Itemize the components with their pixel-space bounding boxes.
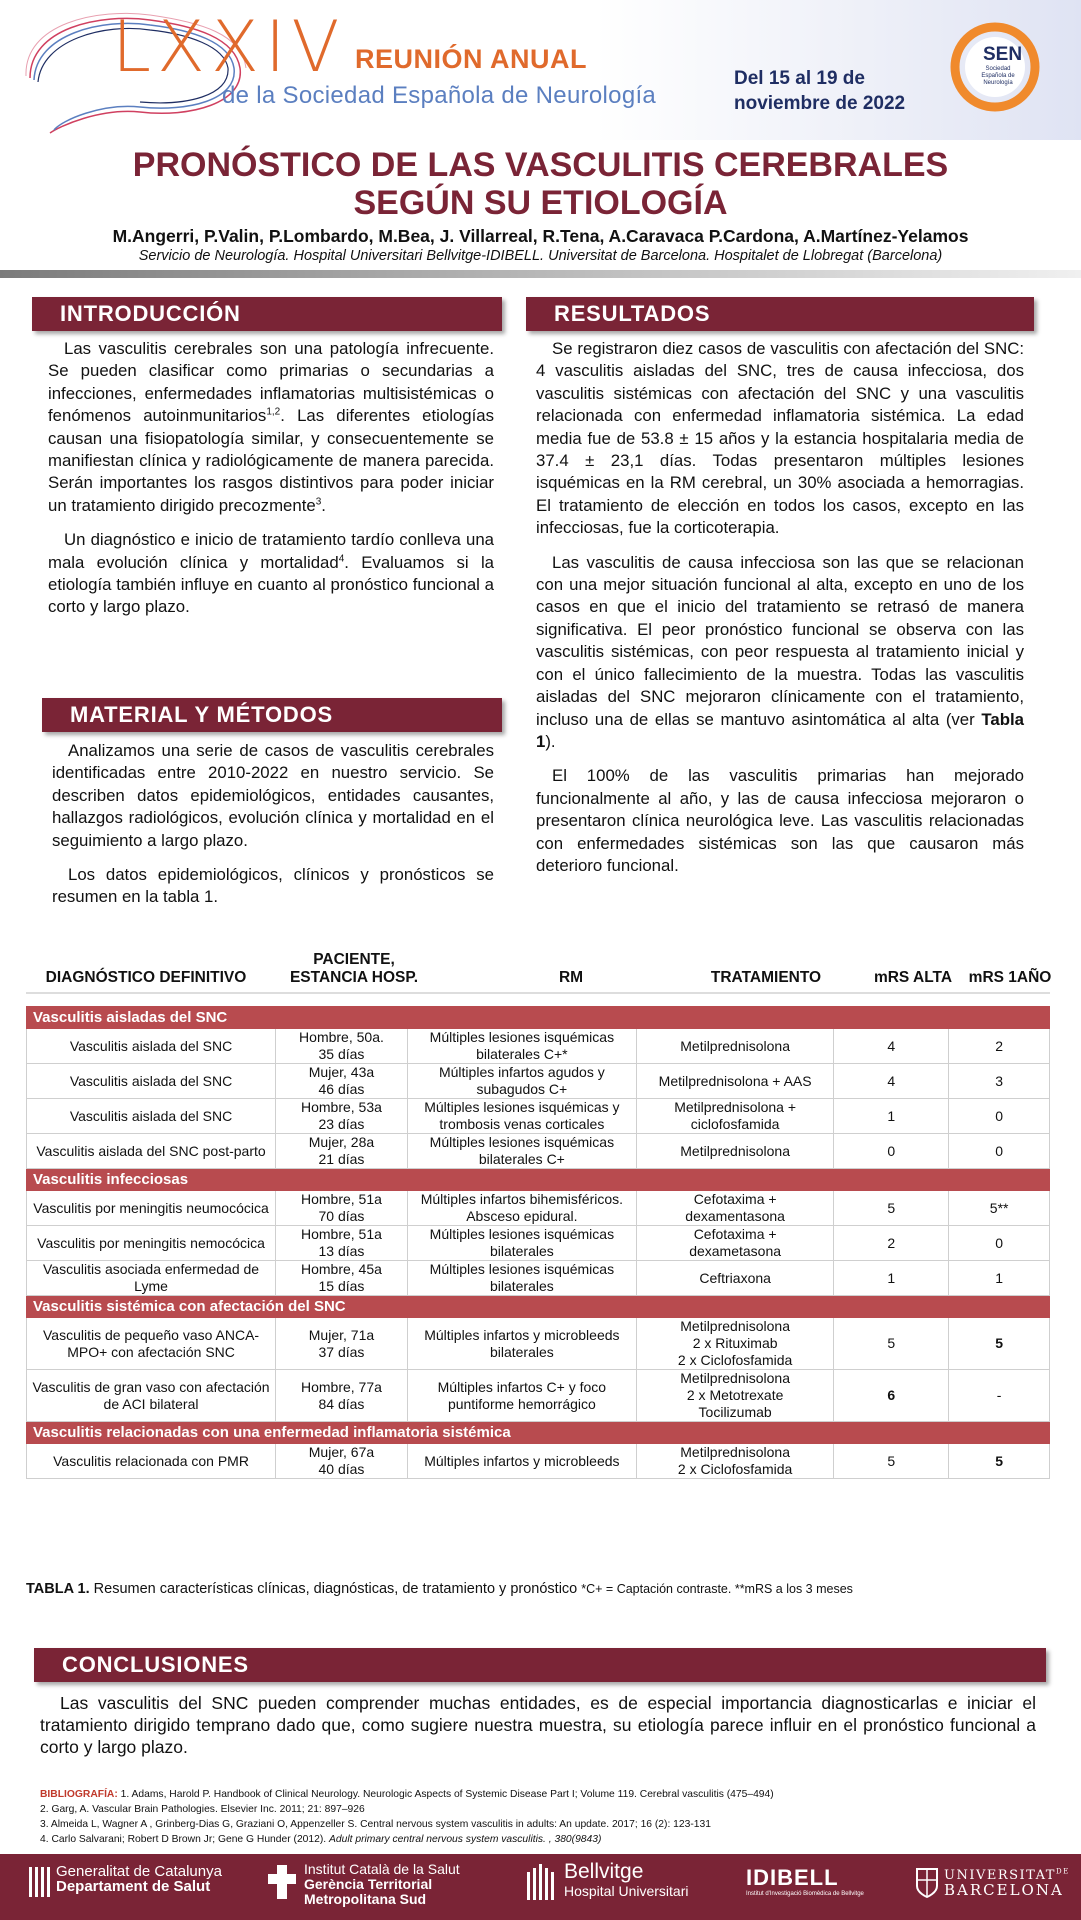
cell-paciente [276, 1099, 408, 1134]
cell-tratamiento [636, 1191, 834, 1226]
bellvitge-logo: Bellvitge Hospital Universitari [564, 1860, 689, 1899]
authors: M.Angerri, P.Valin, P.Lombardo, M.Bea, J. Villarreal, R.Tena, A.Caravaca P.Cardona, A.Martínez-Yelamos [112, 226, 969, 246]
cell-paciente [276, 1191, 408, 1226]
generalitat-logo: Generalitat de Catalunya Departament de Salut [56, 1863, 222, 1895]
treatment-line: dexametasona [689, 1243, 782, 1259]
intro-heading: INTRODUCCIÓN [32, 297, 502, 331]
group-label: Vasculitis aisladas del SNC [27, 1007, 1050, 1029]
sen-logo-subtitle: Sociedad Española de Neurología [981, 66, 1015, 86]
ics-logo: Institut Català de la Salut Gerència Territorial Metropolitana Sud [304, 1861, 460, 1907]
conclusions-heading: CONCLUSIONES [34, 1648, 1046, 1682]
treatment-line: Cefotaxima + [693, 1226, 777, 1242]
cell-paciente [276, 1134, 408, 1169]
stay-days: 84 días [318, 1395, 365, 1412]
cell-tratamiento [636, 1261, 834, 1296]
treatment-line: Metilprednisolona [680, 1444, 790, 1460]
title-line-2: SEGÚN SU ETIOLOGÍA [353, 184, 728, 222]
cell-mrs-anio: - [949, 1370, 1050, 1422]
stay-days: 37 días [318, 1343, 365, 1360]
table-row [27, 1191, 1050, 1226]
cell-mrs-anio: 1 [949, 1261, 1050, 1296]
patient-info: Hombre, 53a [300, 1099, 382, 1115]
rm-line: Múltiples lesiones isquémicas [429, 1029, 615, 1045]
cell-diagnostico: Vasculitis asociada enfermedad de Lyme [27, 1261, 276, 1296]
cell-diagnostico: Vasculitis por meningitis neumocócica [27, 1191, 276, 1226]
intro-body [48, 338, 494, 631]
rm-line: Múltiples lesiones isquémicas [429, 1226, 615, 1242]
treatment-line: Ceftriaxona [699, 1269, 771, 1286]
rm-line: Múltiples infartos C+ y foco [437, 1378, 607, 1395]
table-header-rule [26, 992, 1050, 994]
sen-logo-text: SEN [983, 44, 1023, 65]
treatment-line: Metilprednisolona [680, 1370, 790, 1386]
table-row [27, 1029, 1050, 1064]
table-row [27, 1444, 1050, 1479]
cell-mrs-anio: 0 [949, 1134, 1050, 1169]
intro-paragraph-2: Un diagnóstico e inicio de tratamiento tardío conlleva una mala evolución clínica y mortalidad$^4$. Evaluamos si la etiología también influye en cuanto al pronóstico funcional a corto y largo plazo. [48, 530, 495, 617]
patient-info: Mujer, 71a [308, 1326, 375, 1343]
stay-days: 70 días [318, 1208, 365, 1224]
treatment-line: Metilprednisolona + AAS [658, 1072, 812, 1089]
cell-rm [407, 1370, 636, 1422]
rm-line: Múltiples lesiones isquémicas y [424, 1099, 620, 1115]
cell-tratamiento [636, 1029, 834, 1064]
conclusions-body: Las vasculitis del SNC pueden comprender muchas entidades, es de especial importancia diagnosticarlas e iniciar el tratamiento dirigido temprano dado que, como sugiere nuestra muestra, su etiología parece influir en el pronóstico funcional a corto y largo plazo. [40, 1693, 1036, 1757]
stay-days: 23 días [318, 1116, 365, 1132]
patient-info: Mujer, 43a [308, 1064, 375, 1080]
results-body [536, 338, 1024, 889]
cell-mrs-alta: 0 [834, 1134, 949, 1169]
cell-rm [407, 1064, 636, 1099]
stay-days: 15 días [318, 1278, 365, 1294]
stay-days: 13 días [318, 1243, 365, 1259]
affiliation: Servicio de Neurología. Hospital Universitari Bellvitge-IDIBELL. Universitat de Barcelona. Hospitalet de Llobregat (Barcelona) [138, 248, 943, 264]
treatment-line: Metilprednisolona [680, 1318, 790, 1334]
cell-diagnostico: Vasculitis aislada del SNC post-parto [27, 1134, 276, 1169]
idibell-logo: IDIBELL Institut d'Investigació Biomèdica de Bellvitge [746, 1865, 864, 1897]
cell-tratamiento [636, 1099, 834, 1134]
cell-mrs-alta: 2 [834, 1226, 949, 1261]
cell-tratamiento [636, 1134, 834, 1169]
cell-mrs-anio: 2 [949, 1029, 1050, 1064]
stay-days: 21 días [318, 1151, 365, 1167]
cell-tratamiento [636, 1226, 834, 1261]
edition-roman-numeral: LXXIV [112, 6, 346, 88]
cell-mrs-alta: 4 [834, 1029, 949, 1064]
results-table [26, 1006, 1050, 1479]
col-diagnostico: DIAGNÓSTICO DEFINITIVO [45, 969, 247, 986]
cell-mrs-anio: 5 [949, 1318, 1050, 1370]
rm-line: trombosis venas corticales [439, 1116, 605, 1132]
treatment-line: dexamentasona [685, 1208, 785, 1224]
meeting-dates [734, 66, 905, 116]
cell-mrs-anio: 3 [949, 1064, 1050, 1099]
table-row [27, 1134, 1050, 1169]
stay-days: 46 días [318, 1081, 365, 1097]
rm-line: Absceso epidural. [466, 1208, 578, 1224]
results-paragraph-2: Las vasculitis de causa infecciosa son las que se relacionan con una mejor situación funcional al alta, excepto en uno de los casos en que el inicio del tratamiento se retrasó de manera significativa. El peor pronóstico funcional se observa con las vasculitis sistémicas, con peor respuesta al tratamiento inicial y con el único fallecimiento de la muestra. Todas las vasculitis aisladas del SNC mejoraron clínicamente con el tratamiento, incluso una de ellas se mantuvo asintomática al alta (ver Tabla 1). [536, 552, 1024, 751]
rm-line: bilaterales C+ [478, 1151, 565, 1167]
patient-info: Hombre, 45a [300, 1261, 382, 1277]
cell-mrs-alta: 1 [834, 1099, 949, 1134]
cell-paciente [276, 1064, 408, 1099]
cell-rm [407, 1318, 636, 1370]
group-label: Vasculitis relacionadas con una enfermedad inflamatoria sistémica [27, 1422, 1050, 1444]
cell-paciente [276, 1370, 408, 1422]
cell-diagnostico: Vasculitis aislada del SNC [27, 1064, 276, 1099]
patient-info: Mujer, 67a [308, 1444, 375, 1460]
table-row [27, 1370, 1050, 1422]
rm-line: Múltiples lesiones isquémicas [429, 1134, 615, 1150]
table-row [27, 1064, 1050, 1099]
col-rm: RM [558, 969, 584, 986]
poster-header [0, 0, 1081, 140]
ref-1: BIBLIOGRAFÍA: 1. Adams, Harold P. Handbook of Clinical Neurology. Neurologic Aspects of Systemic Disease Part I; Volume 119. Cerebral vasculitis (475–494) [40, 1789, 774, 1800]
treatment-line: Cefotaxima + [693, 1191, 777, 1207]
ref-4: 4. Carlo Salvarani; Robert D Brown Jr; Gene G Hunder (2012). Adult primary central nervous system vasculitis. , 380(9843) [40, 1834, 602, 1845]
ref-2: 2. Garg, A. Vascular Brain Pathologies. Elsevier Inc. 2011; 21: 897–926 [40, 1804, 365, 1815]
rm-line: bilaterales [489, 1243, 554, 1259]
cell-rm [407, 1226, 636, 1261]
treatment-line: 2 x Ciclofosfamida [677, 1352, 793, 1368]
ub-shield-icon [916, 1868, 938, 1898]
results-paragraph-3: El 100% de las vasculitis primarias han mejorado funcionalmente al año, y las de causa infecciosa mejoraron o presentaron clínica neurológica leve. Las vasculitis relacionadas con enfermedades sistémicas son las que causaron más deterioro funcional. [536, 766, 1024, 875]
col-paciente: PACIENTE, ESTANCIA HOSP. [289, 951, 419, 986]
intro-paragraph-1: Las vasculitis cerebrales son una patología infrecuente. Se pueden clasificar como primarias o secundarias a infecciones, enfermedades inflamatorias multisistémicas o fenómenos autoinmunitarios$^{1,2}$. Las diferentes etiologías causan una fisiopatología similar, y consecuentemente se manifiestan clínica y radiológicamente de manera parecida. Serán importantes los rasgos distintivos para poder iniciar un tratamiento dirigido precozmente$^3$. [48, 339, 494, 515]
cell-paciente [276, 1444, 408, 1479]
cell-mrs-anio: 5 [949, 1444, 1050, 1479]
cell-mrs-anio: 5** [949, 1191, 1050, 1226]
cell-mrs-anio: 0 [949, 1226, 1050, 1261]
cell-mrs-anio: 0 [949, 1099, 1050, 1134]
title-line-1: PRONÓSTICO DE LAS VASCULITIS CEREBRALES [132, 146, 949, 184]
bibliography [40, 1787, 774, 1847]
results-heading: RESULTADOS [526, 297, 1034, 331]
col-mrs-alta: mRS ALTA [873, 969, 953, 986]
cell-rm [407, 1191, 636, 1226]
cell-diagnostico: Vasculitis aislada del SNC [27, 1029, 276, 1064]
cell-mrs-alta: 5 [834, 1444, 949, 1479]
rm-line: bilaterales C+* [476, 1046, 568, 1062]
header-divider [0, 270, 1081, 278]
cell-paciente [276, 1029, 408, 1064]
col-mrs-anio: mRS 1AÑO [968, 969, 1052, 986]
stay-days: 40 días [318, 1461, 365, 1477]
table-group-row [27, 1296, 1050, 1318]
cell-diagnostico: Vasculitis de pequeño vaso ANCA-MPO+ con afectación SNC [27, 1318, 276, 1370]
dates-line-2: noviembre de 2022 [734, 93, 906, 114]
table-row [27, 1099, 1050, 1134]
ics-cross-icon [268, 1865, 296, 1899]
patient-info: Hombre, 51a [300, 1226, 382, 1242]
patient-info: Hombre, 51a [300, 1191, 382, 1207]
stay-days: 35 días [318, 1046, 365, 1062]
footer-logos [0, 1854, 1081, 1920]
poster-title [0, 146, 1081, 222]
cell-diagnostico: Vasculitis relacionada con PMR [27, 1444, 276, 1479]
bellvitge-icon [525, 1864, 555, 1900]
cell-mrs-alta: 5 [834, 1318, 949, 1370]
table-row [27, 1226, 1050, 1261]
table-header [26, 947, 1050, 991]
cell-mrs-alta: 6 [834, 1370, 949, 1422]
table-group-row [27, 1422, 1050, 1444]
cell-rm [407, 1444, 636, 1479]
cell-rm [407, 1261, 636, 1296]
cell-rm [407, 1099, 636, 1134]
cell-diagnostico: Vasculitis aislada del SNC [27, 1099, 276, 1134]
patient-info: Mujer, 28a [308, 1134, 375, 1150]
table-group-row [27, 1007, 1050, 1029]
cell-paciente [276, 1318, 408, 1370]
table-row [27, 1318, 1050, 1370]
ref-3: 3. Almeida L, Wagner A , Grinberg-Dias G, Graziani O, Appenzeller S. Central nervous system vasculitis in adults: An update. 2017; 16 (2): 123-131 [40, 1819, 711, 1830]
rm-line: Múltiples lesiones isquémicas [429, 1261, 615, 1277]
rm-line: subagudos C+ [476, 1081, 568, 1097]
methods-body [52, 740, 494, 921]
cell-paciente [276, 1261, 408, 1296]
rm-line: puntiforme hemorrágico [447, 1395, 596, 1412]
cell-mrs-alta: 5 [834, 1191, 949, 1226]
patient-info: Hombre, 50a. [299, 1029, 384, 1045]
generalitat-icon [28, 1867, 50, 1897]
rm-line: Múltiples infartos y microbleeds [424, 1452, 620, 1469]
cell-tratamiento [636, 1444, 834, 1479]
col-tratamiento: TRATAMIENTO [710, 969, 822, 986]
rm-line: bilaterales [489, 1343, 554, 1360]
methods-heading: MATERIAL Y MÉTODOS [42, 698, 502, 732]
ub-logo: $UNIVERSITAT^{DE}$ BARCELONA [944, 1867, 1070, 1899]
results-paragraph-1: Se registraron diez casos de vasculitis con afectación del SNC: 4 vasculitis aisladas del SNC, tres de causa infecciosa, dos vasculitis sistémicas con afectación del SNC y una vasculitis relacionada con enfermedad inflamatoria sistémica. La edad media fue de 53.8 ± 15 años y la estancia hospitalaria media de 37.4 ± 23,1 días. Todas presentaron múltiples lesiones isquémicas en la RM cerebral, un 30% asociada a hemorragias. El tratamiento de elección en todos los casos, excepto en las infecciosas, fue la corticoterapia. [536, 339, 1024, 538]
cell-diagnostico: Vasculitis de gran vaso con afectación de ACI bilateral [27, 1370, 276, 1422]
cell-diagnostico: Vasculitis por meningitis nemocócica [27, 1226, 276, 1261]
cell-paciente [276, 1226, 408, 1261]
group-label: Vasculitis sistémica con afectación del SNC [27, 1296, 1050, 1318]
treatment-line: 2 x Ciclofosfamida [677, 1461, 793, 1477]
cell-tratamiento [636, 1370, 834, 1422]
meeting-title: REUNIÓN ANUAL [355, 44, 587, 74]
cell-rm [407, 1029, 636, 1064]
methods-paragraph-1: Analizamos una serie de casos de vasculitis cerebrales identificadas entre 2010-2022 en nuestro servicio. Se describen datos epidemiológicos, entidades causantes, hallazgos radiológicos, evolución clínica y mortalidad en el seguimiento a largo plazo. [52, 741, 494, 850]
cell-tratamiento [636, 1318, 834, 1370]
table-row [27, 1261, 1050, 1296]
treatment-line: Tocilizumab [698, 1404, 772, 1420]
table-group-row [27, 1169, 1050, 1191]
treatment-line: 2 x Rituximab [692, 1335, 778, 1351]
cell-tratamiento [636, 1064, 834, 1099]
society-name: de la Sociedad Española de Neurología [222, 82, 657, 109]
treatment-line: Metilprednisolona + [674, 1099, 797, 1115]
cell-mrs-alta: 1 [834, 1261, 949, 1296]
rm-line: Múltiples infartos y microbleeds [424, 1326, 620, 1343]
rm-line: Múltiples infartos agudos y [438, 1064, 605, 1080]
rm-line: Múltiples infartos bihemisféricos. [420, 1191, 624, 1207]
cell-rm [407, 1134, 636, 1169]
dates-line-1: Del 15 al 19 de [734, 68, 865, 89]
treatment-line: Metilprednisolona [680, 1037, 790, 1054]
patient-info: Hombre, 77a [300, 1378, 382, 1395]
table-caption: TABLA 1. Resumen características clínicas, diagnósticas, de tratamiento y pronóstico *C+ = Captación contraste. **mRS a los 3 meses [26, 1581, 853, 1597]
rm-line: bilaterales [489, 1278, 554, 1294]
treatment-line: Metilprednisolona [680, 1142, 790, 1159]
methods-paragraph-2: Los datos epidemiológicos, clínicos y pronósticos se resumen en la tabla 1. [52, 865, 494, 907]
treatment-line: ciclofosfamida [690, 1116, 780, 1132]
treatment-line: 2 x Metotrexate [686, 1387, 784, 1403]
cell-mrs-alta: 4 [834, 1064, 949, 1099]
group-label: Vasculitis infecciosas [27, 1169, 1050, 1191]
